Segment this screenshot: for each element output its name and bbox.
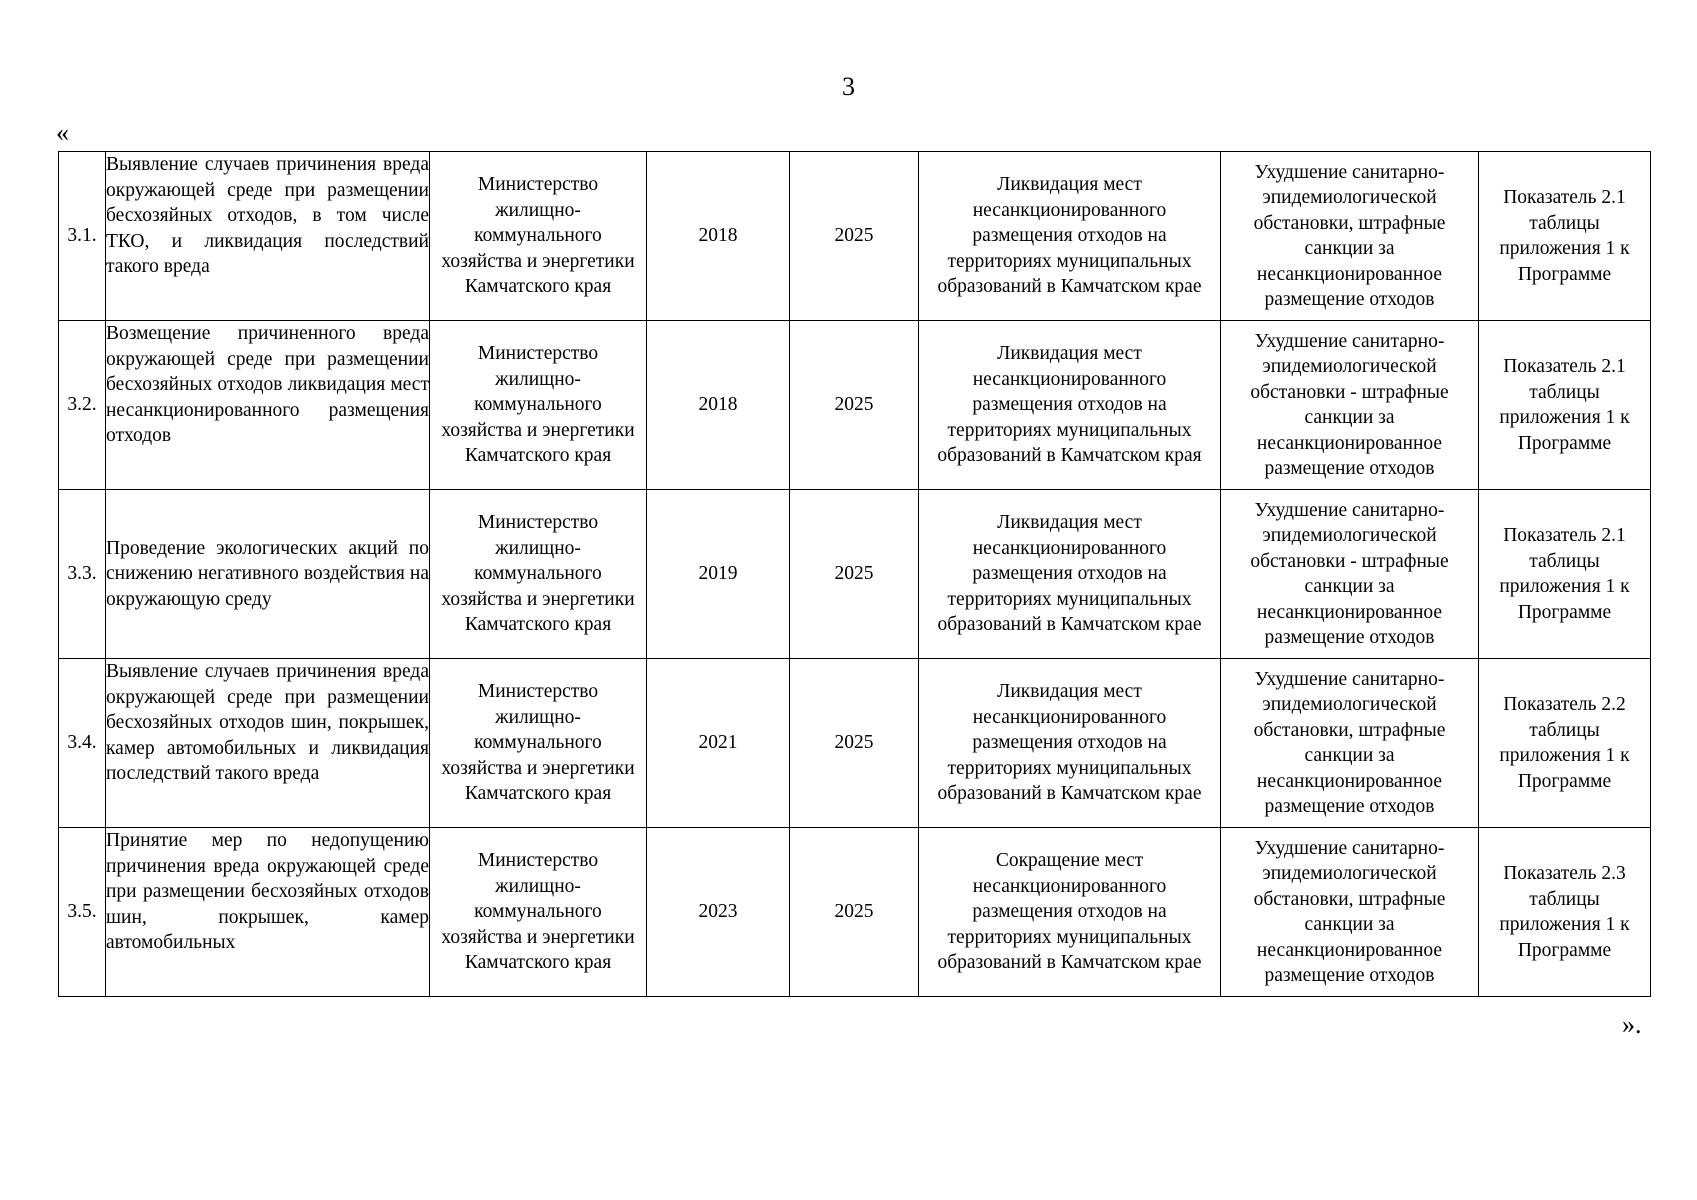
expected-result: Ликвидация мест несанкционированного размещения отходов на территориях муниципальных образований в Камчатском края [937,343,1202,467]
year-end: 2025 [834,225,874,247]
expected-result-cell [919,828,1221,997]
expected-result-cell [919,321,1221,490]
executor: Министерство жилищно- коммунального хозяйства и энергетики Камчатского края [441,343,635,467]
table-row [59,490,1651,659]
row-number-cell [59,828,106,997]
consequence-cell [1221,659,1479,828]
row-number-cell [59,152,106,321]
executor-cell [430,490,647,659]
expected-result: Ликвидация мест несанкционированного размещения отходов на территориях муниципальных образований в Камчатском крае [937,512,1202,636]
indicator: Показатель 2.3 таблицы приложения 1 к Программе [1499,863,1630,961]
executor: Министерство жилищно- коммунального хозяйства и энергетики Камчатского края [441,174,635,298]
row-number: 3.5. [67,901,97,923]
indicator: Показатель 2.1 таблицы приложения 1 к Программе [1499,187,1630,285]
executor: Министерство жилищно- коммунального хозяйства и энергетики Камчатского края [441,512,635,636]
expected-result-cell [919,152,1221,321]
consequence-cell [1221,152,1479,321]
consequence-cell [1221,321,1479,490]
measure-title: Выявление случаев причинения вреда окружающей среде при размещении бесхозяйных отходов шин, покрышек, камер автомобильных и ликвидация последствий такого вреда [106,661,429,784]
year-end-cell [790,321,919,490]
table-row [59,321,1651,490]
year-end: 2025 [834,901,874,923]
year-end-cell [790,828,919,997]
year-start: 2018 [698,394,738,416]
row-number: 3.4. [67,732,97,754]
indicator-cell [1479,152,1651,321]
measure-title: Возмещение причиненного вреда окружающей среде при размещении бесхозяйных отходов ликвидация мест несанкционированного размещения отходов [106,323,429,446]
consequence-cell [1221,828,1479,997]
year-end-cell [790,490,919,659]
expected-result: Сокращение мест несанкционированного размещения отходов на территориях муниципальных образований в Камчатском крае [937,850,1202,974]
indicator-cell [1479,321,1651,490]
expected-result: Ликвидация мест несанкционированного размещения отходов на территориях муниципальных образований в Камчатском крае [937,681,1202,805]
executor-cell [430,321,647,490]
row-number-cell [59,321,106,490]
consequence: Ухудшение санитарно- эпидемиологической обстановки - штрафные санкции за несанкционированное размещение отходов [1250,330,1449,479]
year-end: 2025 [834,394,874,416]
consequence-cell [1221,490,1479,659]
measure-title-cell [106,152,430,321]
measure-title-cell [106,828,430,997]
page-number: 3 [842,72,855,101]
row-number-cell [59,659,106,828]
expected-result-cell [919,659,1221,828]
year-end: 2025 [834,563,874,585]
executor: Министерство жилищно- коммунального хозяйства и энергетики Камчатского края [441,850,635,974]
year-start-cell [647,321,790,490]
executor: Министерство жилищно- коммунального хозяйства и энергетики Камчатского края [441,681,635,805]
table-row [59,828,1651,997]
executor-cell [430,659,647,828]
indicator: Показатель 2.1 таблицы приложения 1 к Программе [1499,356,1630,454]
table-row [59,152,1651,321]
indicator-cell [1479,490,1651,659]
closing-quote: ». [1622,1010,1642,1039]
year-start: 2019 [698,563,738,585]
consequence: Ухудшение санитарно- эпидемиологической обстановки, штрафные санкции за несанкционированное размещение отходов [1253,161,1446,310]
year-start-cell [647,659,790,828]
indicator: Показатель 2.2 таблицы приложения 1 к Программе [1499,694,1630,792]
measure-title: Принятие мер по недопущению причинения вреда окружающей среде при размещении бесхозяйных отходов шин, покрышек, камер автомобильных [106,830,429,953]
measures-table [58,151,1651,997]
indicator-cell [1479,659,1651,828]
expected-result: Ликвидация мест несанкционированного размещения отходов на территориях муниципальных образований в Камчатском крае [937,174,1202,298]
indicator: Показатель 2.1 таблицы приложения 1 к Программе [1499,525,1630,623]
measure-title: Выявление случаев причинения вреда окружающей среде при размещении бесхозяйных отходов, в том числе ТКО, и ликвидация последствий такого вреда [106,154,429,277]
year-start: 2021 [698,732,738,754]
year-end: 2025 [834,732,874,754]
row-number: 3.2. [67,394,97,416]
year-start: 2023 [698,901,738,923]
measure-title-cell [106,659,430,828]
measure-title-cell [106,490,430,659]
executor-cell [430,152,647,321]
year-start: 2018 [698,225,738,247]
year-start-cell [647,152,790,321]
table-row [59,659,1651,828]
expected-result-cell [919,490,1221,659]
measure-title: Проведение экологических акций по снижению негативного воздействия на окружающую среду [106,537,429,610]
row-number: 3.3. [67,563,97,585]
consequence: Ухудшение санитарно- эпидемиологической обстановки - штрафные санкции за несанкционированное размещение отходов [1250,499,1449,648]
year-end-cell [790,659,919,828]
row-number-cell [59,490,106,659]
row-number: 3.1. [67,225,97,247]
executor-cell [430,828,647,997]
measure-title-cell [106,321,430,490]
indicator-cell [1479,828,1651,997]
consequence: Ухудшение санитарно- эпидемиологической обстановки, штрафные санкции за несанкционированное размещение отходов [1253,668,1446,817]
year-end-cell [790,152,919,321]
year-start-cell [647,828,790,997]
consequence: Ухудшение санитарно- эпидемиологической обстановки, штрафные санкции за несанкционированное размещение отходов [1253,837,1446,986]
year-start-cell [647,490,790,659]
opening-quote: « [56,118,69,147]
